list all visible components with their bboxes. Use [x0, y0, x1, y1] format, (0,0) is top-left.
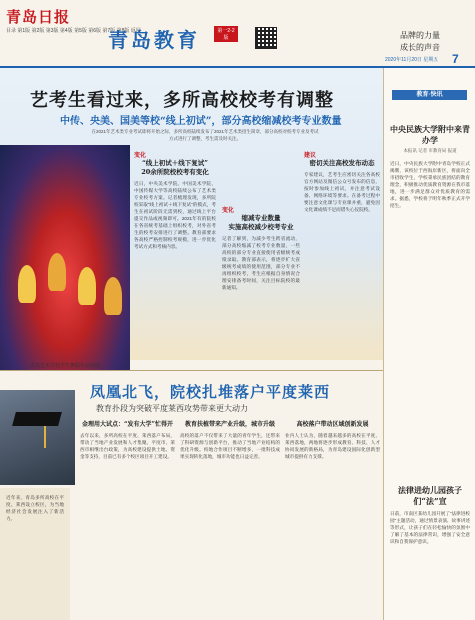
lead-column-2: [222, 205, 300, 345]
graduation-cap-icon: [12, 412, 62, 426]
edition-nav[interactable]: 目录 第1版 第2版 第3版 第4版 第5版 第6版 第7版 第8版 返回: [6, 28, 141, 34]
column-heading: “线上初试＋线下复试”: [142, 159, 208, 167]
dancer-figure: [48, 253, 66, 291]
column-heading: 缩减专业数量: [241, 214, 281, 222]
lead-column-1: [134, 150, 216, 340]
bottom-sidebar-note: [0, 488, 70, 620]
column-heading-2: 20余所院校校考有变化: [141, 168, 209, 176]
lead-column-3: [304, 150, 380, 341]
column-heading: 密切关注高校发布动态: [309, 159, 375, 167]
column-heading: 高校落户带动区域创新发展: [296, 421, 369, 428]
rail-story-2-body: 日前，市南区某幼儿园开展了“法律进校园”主题活动，通过情景表演、故事讲述等形式，让孩子们在轻松愉快的氛围中了解了基本的法律常识，增强了安全意识和自我保护意识。: [390, 511, 470, 544]
stage-performance-photo[interactable]: [0, 145, 130, 370]
graduation-cap-photo[interactable]: [0, 390, 75, 485]
slogan-line-2: 成长的声音: [400, 43, 440, 52]
issue-date: 2020年11月20日 星期五: [385, 57, 439, 63]
section-divider: [0, 370, 383, 371]
rail-banner: 教育·快讯: [392, 90, 467, 100]
bottom-column-2: [180, 420, 280, 612]
newspaper-brand: 青岛日报: [6, 8, 71, 26]
bottom-column-3: [285, 420, 380, 612]
lead-headline[interactable]: 艺考生看过来，多所高校校考有调整: [30, 90, 334, 111]
slogan: [400, 30, 440, 54]
section-label: 变化: [134, 152, 147, 159]
qr-code-icon: [255, 27, 277, 49]
column-body: 高校的落户不仅带来了大量的青年学生，还带来了科研资源与创新平台，推动了当地产业结构的优化升级。校地合作项目不断增多，一批科技成果实现转化落地，城市功能也日益完善。: [180, 433, 280, 459]
lead-subheadline: 中传、央美、国美等校“线上初试”，部分高校缩减校考专业数量: [60, 116, 342, 127]
bottom-column-1: [80, 420, 175, 612]
column-body: 去年以来，多所高校在平度、莱西落户布局，带动了当地产业发展和人才集聚。平度市、莱西市相继出台政策，为高校建设提供土地、资金等支持，目前已有多个校区项目开工建设。: [80, 433, 175, 459]
rail-story-1-body: 近日，中央民族大学附中青岛学校正式揭牌，该校位于西海岸新区，将面向全市招收学生，学校秉承民族团结的教育理念，积极推动优质教育资源在我市落地，进一步满足群众对优质教育的需求。据悉，学校将于明年秋季正式开学招生。: [390, 161, 470, 208]
slogan-line-1: 品牌的力量: [400, 31, 440, 40]
sidebar-note-text: 近年来，青岛多所高校在平度、莱西设立校区，为当地经济社会发展注入了新活力。: [6, 495, 64, 521]
rail-story-1-byline: 本报讯 记者 市教育局 报道: [403, 148, 457, 153]
tassel-icon: [44, 426, 46, 448]
photo-caption: 青岛艺术学校学生舞蹈作品展演。: [30, 363, 106, 369]
column-body: 近日，中央美术学院、中国美术学院、中国传媒大学等高校陆续公布了艺术类专业校考方案。记者梳理发现，多所院校采取“线上初试＋线下复试”的模式，考生在初试阶段无需到校，通过线上平台提交作品或视频即可。2021年有的院校在各省统考基础上组织校考，对外省考生的校考安排进行了调整。教育部要求各高校严格控制校考规模，进一步优化考试方式和考核内容。: [134, 181, 216, 249]
edition-badge: 第一2-2版: [214, 26, 238, 42]
page-number: 7: [452, 52, 459, 66]
section-label: 变化: [222, 207, 235, 214]
column-body: 专家建议，艺考生应密切关注各高校官方网站及微信公众号发布的信息，按时参加线上初试，并注意考试设备、网络环境等要求。在备考过程中要注意文化课与专业课并重，避免因文化课成绩不足而错失心仪院校。: [304, 172, 380, 212]
rail-story-2-headline[interactable]: 法律进幼儿园孩子们“法”宣: [398, 485, 462, 506]
column-body: 记者了解到，为减少考生跨省流动，部分高校缩减了校考专业数量，一些高校的部分专业直接使用省级统考成绩录取。教育部表示，将逐步扩大省级统考成绩的使用范围，部分专业不再组织校考，考生应根据自身情况合理安排备考时间，关注目标院校的最新通知。: [222, 236, 300, 290]
rail-story-1-headline[interactable]: 中央民族大学附中来青办学: [390, 124, 470, 145]
dancer-figure: [104, 277, 122, 315]
lead-summary: 在2021年艺术类专业考试即将开始之际，多所高校陆续发布了2021年艺术类招生简章，部分高校对校考专业及考试方式进行了调整，考生需及时关注。: [91, 129, 319, 141]
section-masthead: 青岛教育: [108, 28, 200, 52]
column-body: 业内人士认为，随着越来越多的高校在平度、莱西落地，两地将逐步形成教育、科技、人才协同发展的新格局，为青岛建设国际化创新型城市提供有力支撑。: [285, 433, 380, 459]
dancer-figure: [78, 267, 96, 305]
bottom-headline[interactable]: 凤凰北飞，院校扎堆落户平度莱西: [90, 383, 331, 401]
bottom-subheadline: 教育扑段为突破平度莱西攻势带来更大动力: [96, 404, 248, 413]
dancer-figure: [18, 265, 36, 303]
column-heading: 金理用大试点：“发有大学”忙得开: [82, 421, 173, 428]
column-heading: 教育扶植带来产业升级，城市升级: [184, 421, 275, 428]
section-label: 建议: [304, 152, 317, 159]
column-heading-2: 实施高校减少校考专业: [228, 223, 294, 231]
